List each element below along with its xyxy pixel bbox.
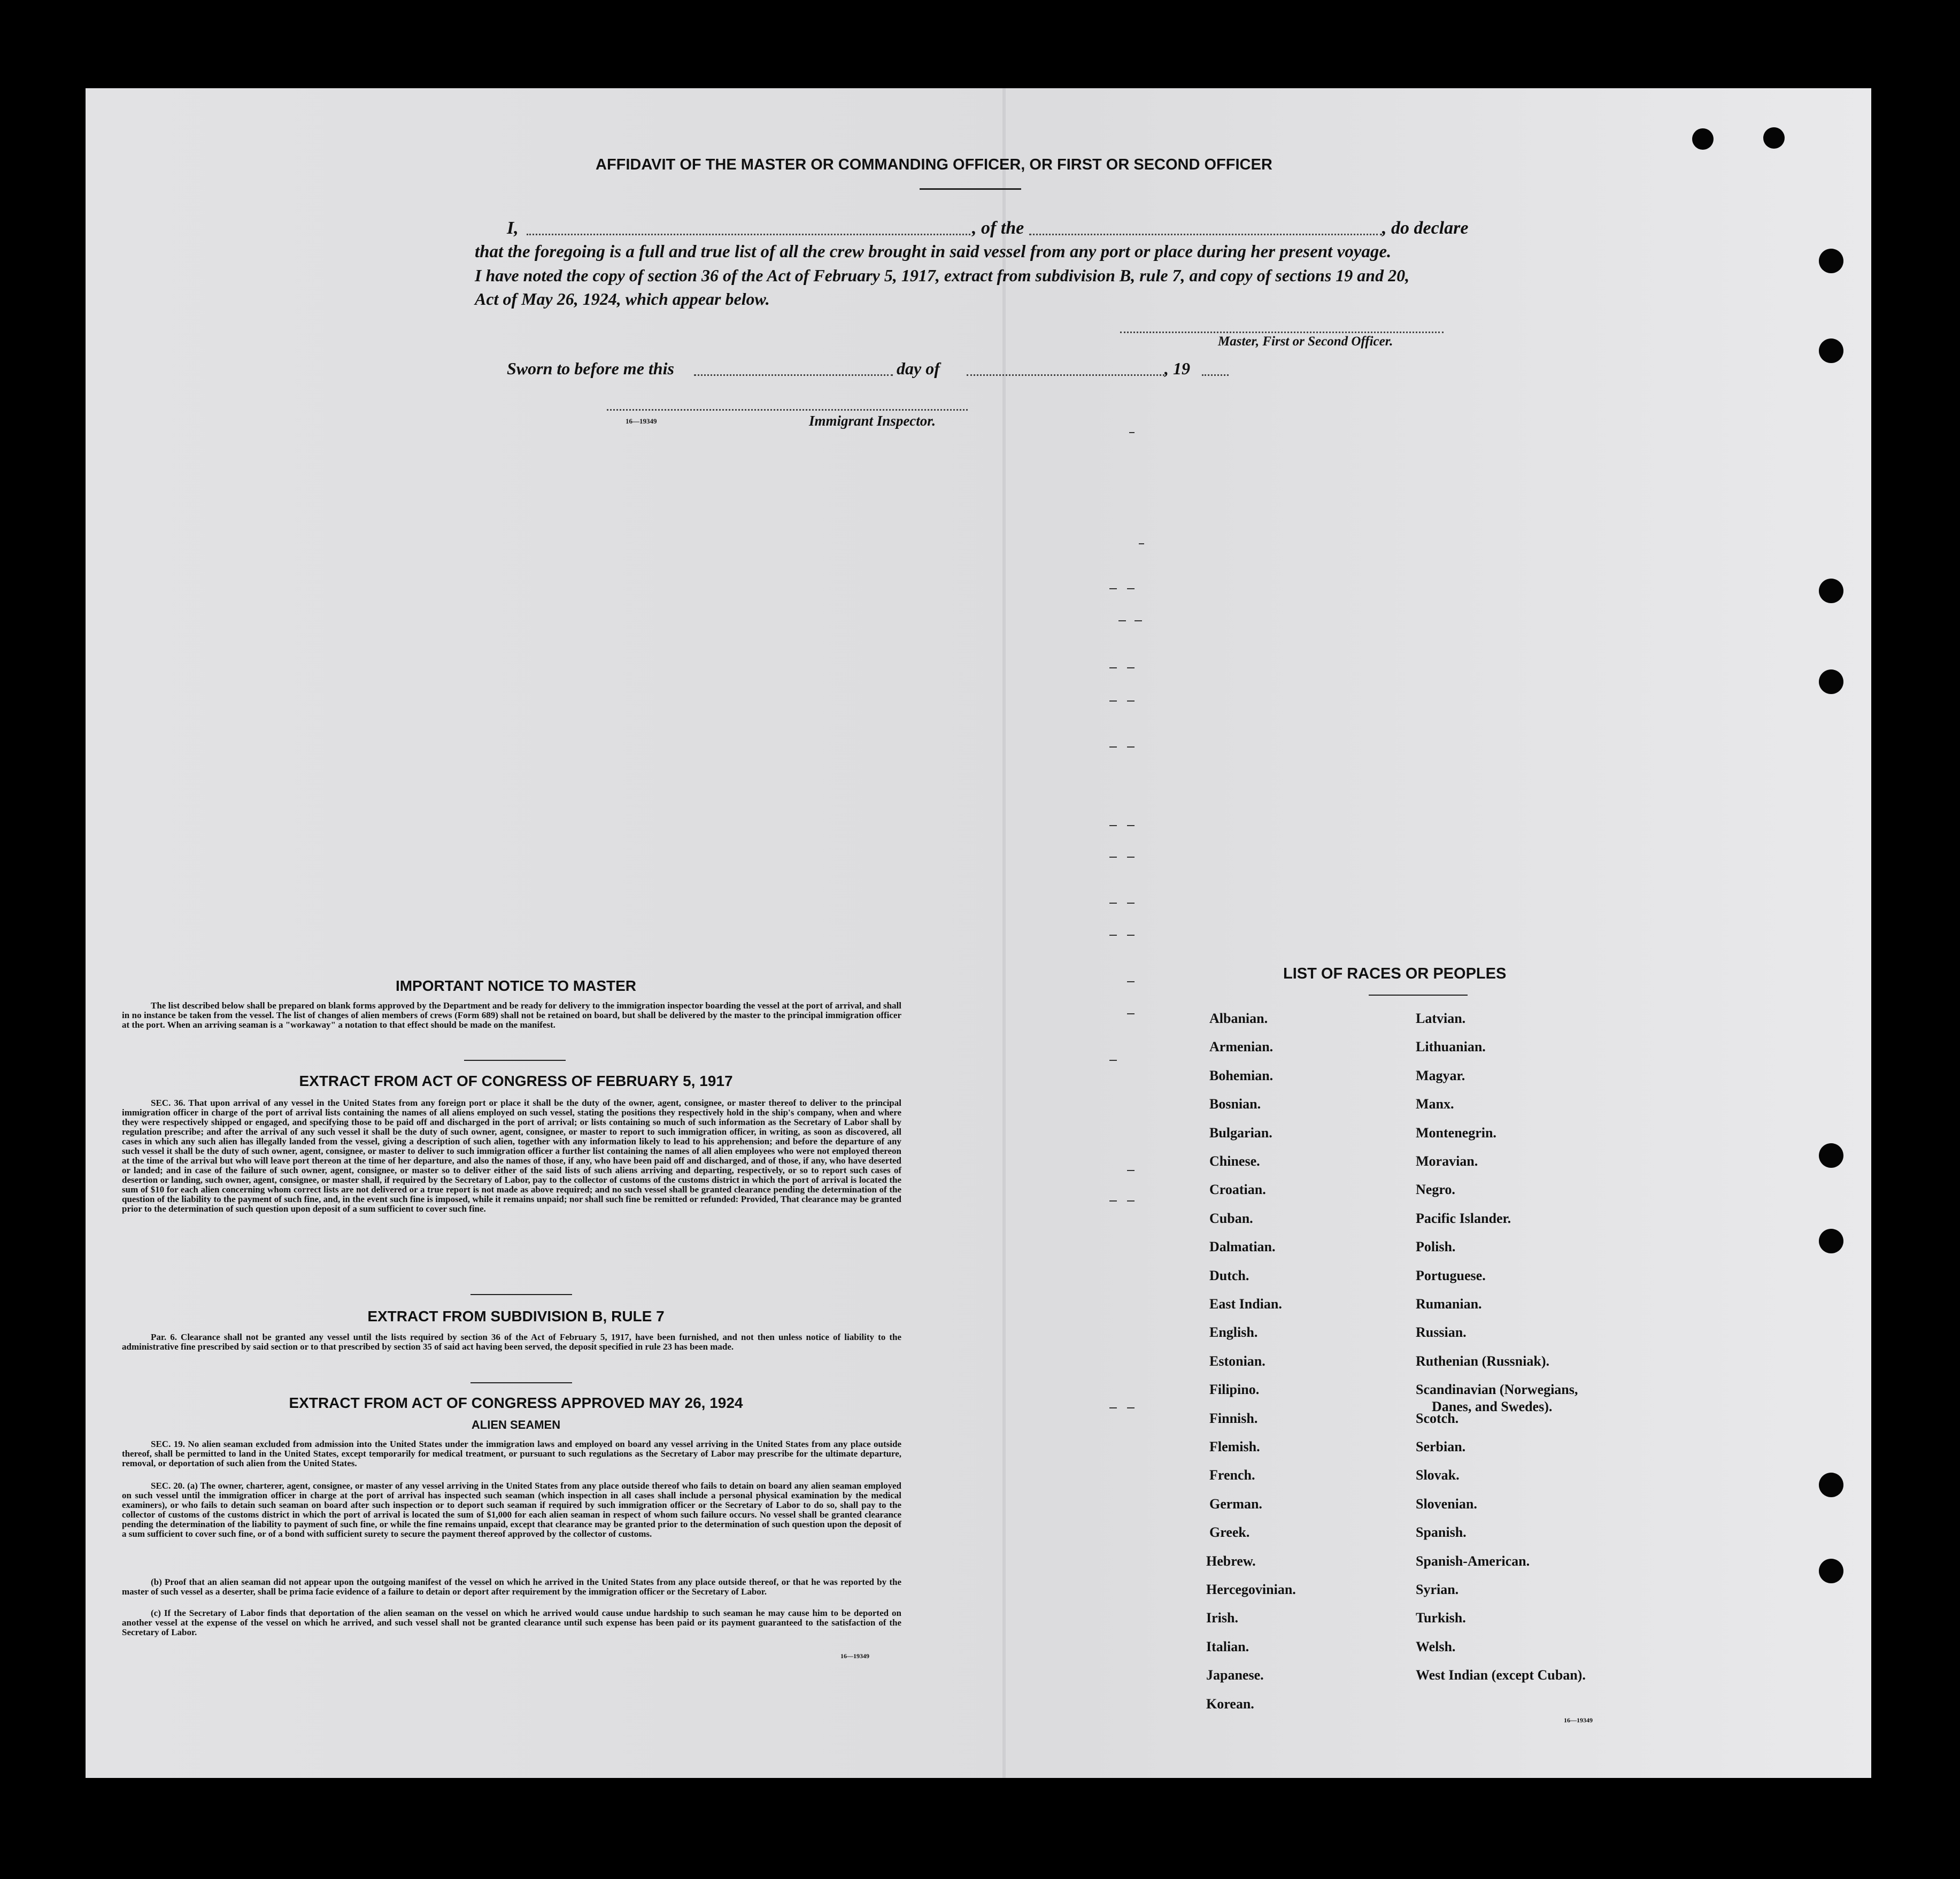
punch-hole-9 [1819,1473,1843,1497]
race-item: Armenian. [1209,1039,1274,1055]
divider [464,1060,566,1061]
affidavit-do-declare: , do declare [1382,218,1469,238]
race-item: French. [1209,1467,1255,1483]
race-item: Dutch. [1209,1267,1249,1283]
tick-mark [1127,935,1135,936]
race-item: Danes, and Swedes). [1432,1399,1553,1415]
tick-mark [1127,1200,1135,1202]
sec20a-text: SEC. 20. (a) The owner, charterer, agent, consignee, or master of any vessel arriving in the United States from any place outside thereof who fails to detain on board any alien seaman employed on such vessel until the immigration officer in charge at the port of arrival has inspected such seaman (which inspection in all cases shall include a personal physical examination by the medical examiners), or who fails to detain such seaman on board after such inspection or to deport such seaman if required by such immigration officer or the Secretary of Labor to do so, shall pay to the collector of customs of the customs district in which the port of arrival is located the sum of $1,000 for each alien seaman in respect of whom such failure occurs. No vessel shall be granted clearance pending the determination of the liability to payment of such fine, or while the fine remains unpaid, except that clearance may be granted prior to the determination of such question upon the deposit of a sum sufficient to cover such fine, or of a bond with sufficient surety to secure the payment thereof approved by the collector of customs. [122,1481,901,1539]
tick-mark [1109,857,1117,858]
punch-hole-2 [1763,127,1785,149]
race-item: Dalmatian. [1209,1239,1276,1255]
punch-hole-7 [1819,1143,1843,1168]
punch-hole-8 [1819,1229,1843,1253]
tick-mark [1127,588,1135,589]
race-item: Flemish. [1209,1439,1260,1454]
race-item: Turkish. [1416,1610,1466,1626]
tick-mark [1127,667,1135,668]
affidavit-line-3: I have noted the copy of section 36 of the Act of February 5, 1917, extract from subdivision B, rule 7, and copy of sections 19 and 20, [475,266,1410,285]
sec20c-text: (c) If the Secretary of Labor finds that deportation of the alien seaman on the vessel on which he arrived would cause undue hardship to such seaman he may cause him to be deported on another vessel at the expense of the vessel on which he arrived, and such vessel shall not be granted clearance until such expense has been paid or its payment guaranteed to the satisfaction of the Secretary of Labor. [122,1608,901,1637]
affidavit-line-2: that the foregoing is a full and true list of all the crew brought in said vessel from any port or place during her present voyage. [475,242,1392,261]
race-item: Welsh. [1416,1638,1456,1654]
form-number-right: 16—19349 [1564,1716,1593,1724]
race-item: Bulgarian. [1209,1125,1272,1141]
race-item: Scotch. [1416,1410,1459,1426]
race-item: West Indian (except Cuban). [1416,1667,1586,1683]
race-item: Moravian. [1416,1153,1478,1169]
tick-mark [1109,588,1117,589]
race-item: English. [1209,1324,1258,1341]
page-fold [1002,88,1006,1778]
form-number-left: 16—19349 [840,1652,869,1660]
notice-title: IMPORTANT NOTICE TO MASTER [395,977,637,994]
punch-hole-6 [1819,669,1843,694]
races-title: LIST OF RACES OR PEOPLES [1283,965,1507,982]
sworn-text: Sworn to before me this [507,359,674,378]
extract-1924-title: EXTRACT FROM ACT OF CONGRESS APPROVED MAY 26, 1924 [289,1395,743,1411]
race-item: Cuban. [1209,1210,1253,1226]
race-item: Magyar. [1416,1067,1465,1083]
race-item: Manx. [1416,1096,1454,1112]
races-underline [1369,995,1468,996]
tick-mark [1127,700,1135,702]
race-item: Finnish. [1209,1410,1258,1426]
race-item: Lithuanian. [1416,1039,1486,1055]
affidavit-line-4: Act of May 26, 1924, which appear below. [475,289,770,309]
tick-mark [1127,746,1135,748]
sec20b-text: (b) Proof that an alien seaman did not appear upon the outgoing manifest of the vessel on which he arrived in the United States from any place outside thereof, or that he was reported by the master of such vessel as a deserter, shall be prima facie evidence of a failure to detain or deport after requirement by the immigration officer or the Secretary of Labor. [122,1577,901,1597]
punch-hole-10 [1819,1559,1843,1583]
race-item: Spanish-American. [1416,1553,1530,1569]
vessel-name-line[interactable] [1029,234,1382,235]
year-text: , 19 [1164,359,1190,378]
race-item: Negro. [1416,1182,1455,1198]
tick-mark [1109,1407,1117,1408]
divider [470,1382,572,1383]
race-item: Portuguese. [1416,1267,1486,1283]
sec19-text: SEC. 19. No alien seaman excluded from admission into the United States under the immigration laws and employed on board any vessel arriving in the United States from any place outside thereof, shall be permitted to land in the United States, except temporarily for medical treatment, or pursuant to such regulations as the Secretary of Labor may prescribe for the ultimate departure, removal, or deportation of such alien from the United States. [122,1439,901,1468]
race-item: Bosnian. [1209,1096,1261,1112]
tick-mark [1109,825,1117,826]
race-item: Spanish. [1416,1524,1467,1541]
tick-mark [1127,903,1135,904]
tick-mark [1109,1060,1117,1061]
tick-mark [1109,700,1117,702]
officer-name-line[interactable] [527,234,970,235]
rule7-text: Par. 6. Clearance shall not be granted any vessel until the lists required by section 36 of the Act of February 5, 1917, have been furnished, and not then unless notice of liability to the administrative fine prescribed by said section or to that prescribed by section 35 of said act having been served, the deposit specified in rule 23 has been made. [122,1332,901,1352]
inspector-signature-line[interactable] [607,409,968,411]
rule7-title: EXTRACT FROM SUBDIVISION B, RULE 7 [367,1308,665,1324]
tick-mark [1118,620,1126,621]
race-item: Greek. [1209,1524,1250,1541]
tick-mark [1109,935,1117,936]
race-item: Syrian. [1416,1582,1459,1597]
tick-mark [1127,1407,1135,1408]
race-item: Japanese. [1206,1667,1264,1683]
signature-caption: Master, First or Second Officer. [1218,334,1393,349]
affidavit-of-the: , of the [972,218,1024,238]
tick-mark [1109,1200,1117,1202]
tick-mark [1127,1013,1135,1014]
form-number-top: 16—19349 [626,417,657,425]
tick-mark [1109,746,1117,748]
race-item: Hebrew. [1206,1553,1256,1569]
notice-text: The list described below shall be prepared on blank forms approved by the Department and be ready for delivery to the immigration inspector boarding the vessel at the port of arrival, and shall in no instance be taken from the vessel. The list of changes of alien members of crews (Form 689) shall not be retained on board, but shall be delivered by the master to the principal immigration officer at the port. When an arriving seaman is a "workaway" a notation to that effect should be made on the manifest. [122,1000,901,1030]
race-item: Polish. [1416,1239,1456,1255]
race-item: Montenegrin. [1416,1125,1496,1141]
tick-mark [1127,981,1135,982]
divider [470,1294,572,1295]
tick-mark [1139,543,1144,544]
tick-mark [1109,903,1117,904]
race-item: East Indian. [1209,1296,1282,1312]
extract-1917-title: EXTRACT FROM ACT OF CONGRESS OF FEBRUARY 5, 1917 [299,1073,733,1089]
sworn-day-line[interactable] [694,374,893,376]
affidavit-i: I, [507,218,519,238]
race-item: Croatian. [1209,1182,1266,1198]
tick-mark [1127,857,1135,858]
race-item: Pacific Islander. [1416,1210,1511,1226]
punch-hole-4 [1819,338,1843,363]
race-item: Scandinavian (Norwegians, [1416,1382,1578,1398]
race-item: Estonian. [1209,1353,1265,1369]
race-item: Hercegovinian. [1206,1582,1296,1597]
sworn-month-line[interactable] [967,374,1164,376]
inspector-caption: Immigrant Inspector. [809,413,936,429]
tick-mark [1135,620,1142,621]
punch-hole-1 [1692,128,1714,150]
extract-1917-text: SEC. 36. That upon arrival of any vessel in the United States from any foreign port or place it shall be the duty of the owner, agent, consignee, or master thereof to deliver to the principal immigration officer in charge of the port of arrival lists containing the names of all aliens employed on such vessel, stating the positions they respectively hold in the ship's company, when and where they were respectively shipped or engaged, and specifying those to be paid off and discharged in the port of arrival; or lists containing so much of such information as the Secretary of Labor shall by regulation prescribe; and after the arrival of any such vessel it shall be the duty of such owner, agent, consignee, or master to report to such immigration officer, in writing, as soon as discovered, all cases in which any such alien has illegally landed from the vessel, giving a description of such alien, together with any information likely to lead to his apprehension; and before the departure of any such vessel it shall be the duty of such owner, agent, consignee, or master to deliver to such immigration officer a further list containing the names of all alien employees who were not employed thereon at the time of the arrival but who will leave port thereon at the time of her departure, and also the names of those, if any, who have been paid off and discharged, and of those, if any, who have deserted or landed; and in case of the failure of such owner, agent, consignee, or master so to deliver either of the said lists of such aliens arriving and departing, respectively, or so to report such cases of desertion or landing, such owner, agent, consignee, or master shall, if required by the Secretary of Labor, pay to the collector of customs of the customs district in which the port of arrival is located the sum of $10 for each alien concerning whom correct lists are not delivered or a true report is not made as above required; and no such vessel shall be granted clearance pending the determination of the question of the liability to the payment of such fine, and, in the event such fine is imposed, while it remains unpaid; nor shall such fine be remitted or refunded: Provided, That clearance may be granted prior to the determination of such question upon deposit of a sum sufficient to cover such fine. [122,1098,901,1214]
race-item: Italian. [1206,1638,1249,1654]
race-item: Serbian. [1416,1439,1466,1454]
race-item: Chinese. [1209,1153,1260,1169]
tick-mark [1127,825,1135,826]
race-item: Bohemian. [1209,1067,1274,1083]
tick-mark [1109,667,1117,668]
affidavit-title: AFFIDAVIT OF THE MASTER OR COMMANDING OFFICER, OR FIRST OR SECOND OFFICER [596,156,1272,173]
race-item: Albanian. [1209,1011,1268,1026]
race-item: Latvian. [1416,1011,1466,1026]
race-item: Filipino. [1209,1382,1260,1398]
punch-hole-3 [1819,249,1843,273]
race-item: German. [1209,1496,1262,1512]
race-item: Slovenian. [1416,1496,1477,1512]
punch-hole-5 [1819,579,1843,603]
day-of-text: day of [897,359,940,378]
race-item: Russian. [1416,1324,1467,1341]
race-item: Slovak. [1416,1467,1460,1483]
sworn-year-line[interactable] [1202,374,1229,376]
race-item: Korean. [1206,1696,1254,1712]
alien-seamen-subtitle: ALIEN SEAMEN [471,1418,561,1431]
signature-line[interactable] [1120,332,1444,333]
race-item: Ruthenian (Russniak). [1416,1353,1549,1369]
tick-mark [1129,432,1135,433]
race-item: Irish. [1206,1610,1238,1626]
title-underline [920,188,1021,190]
race-item: Rumanian. [1416,1296,1482,1312]
tick-mark [1127,1170,1135,1171]
